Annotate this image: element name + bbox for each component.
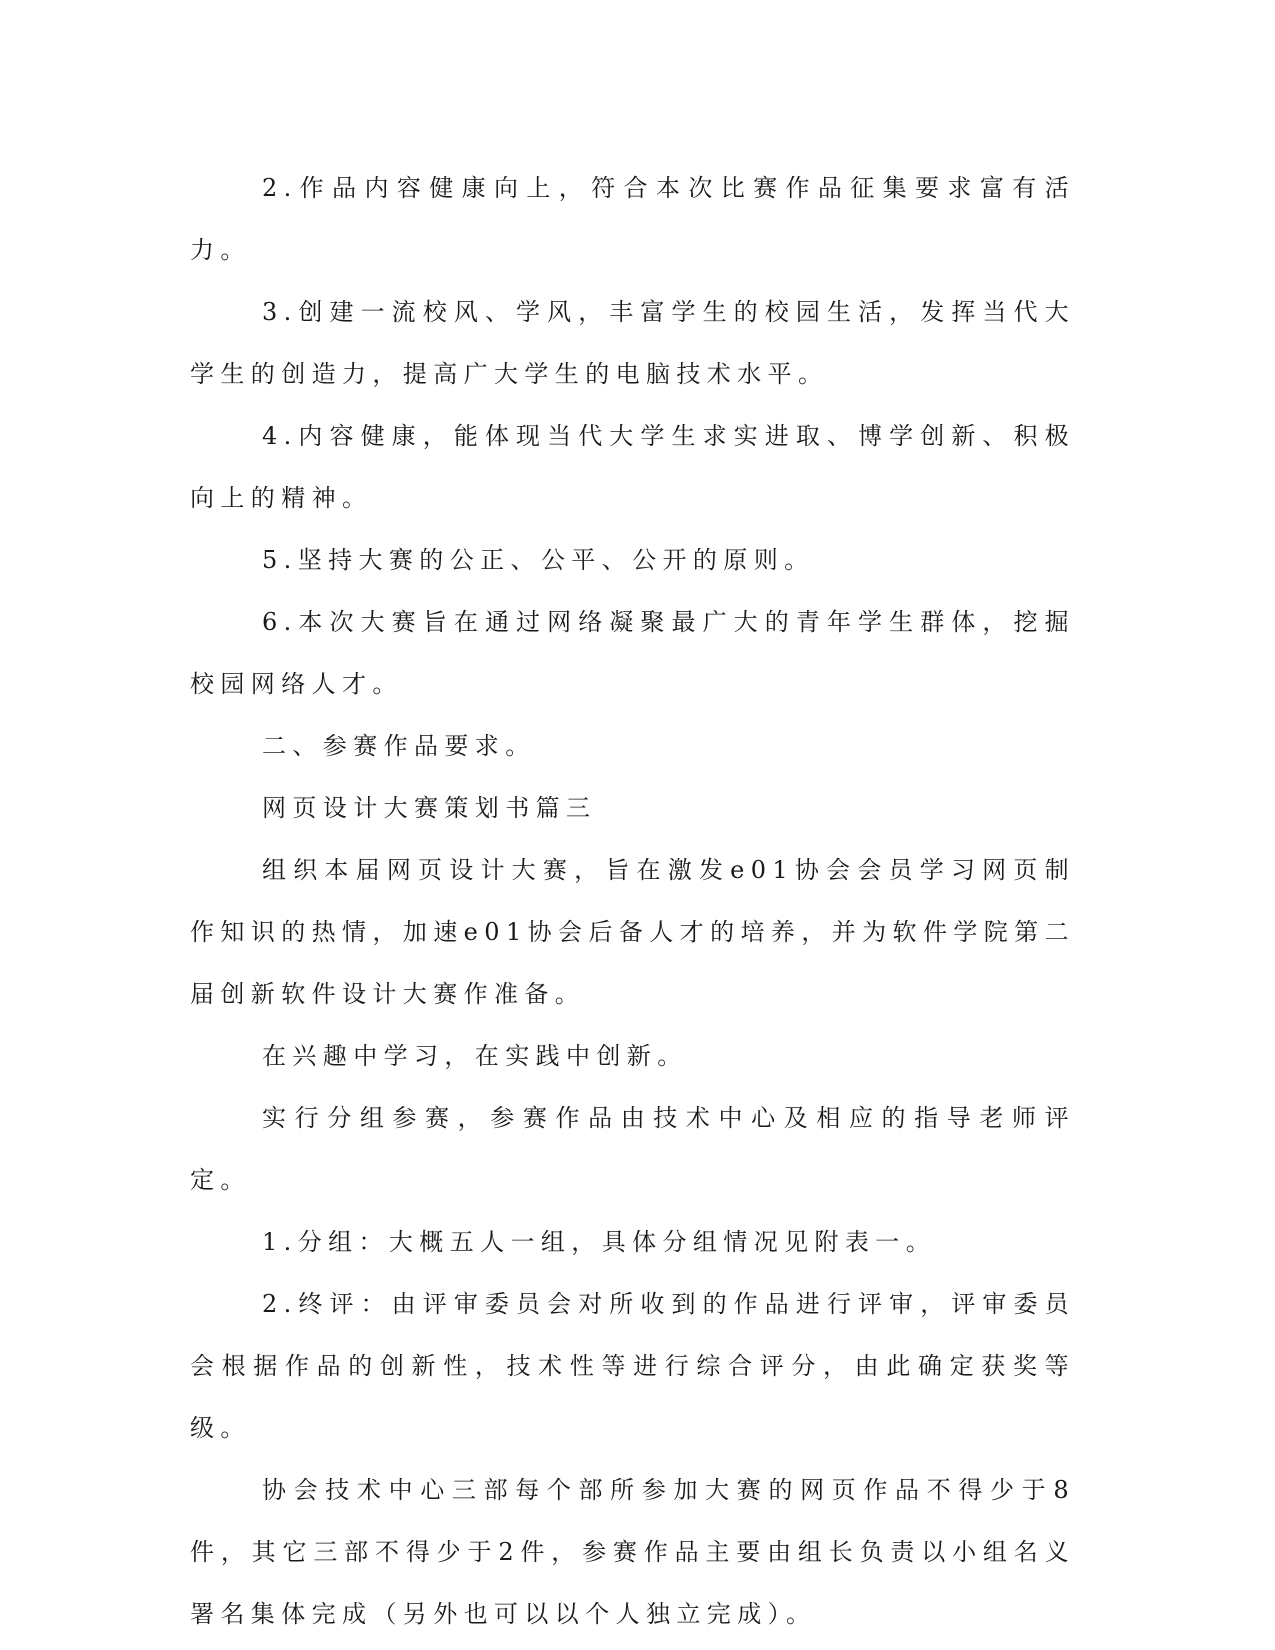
document-body: [190, 157, 1075, 1645]
paragraph: 6.本次大赛旨在通过网络凝聚最广大的青年学生群体，挖掘校园网络人才。: [190, 608, 1075, 698]
paragraph: 3.创建一流校风、学风，丰富学生的校园生活，发挥当代大学生的创造力，提高广大学生的电脑技术水平。: [190, 298, 1075, 388]
paragraph: 4.内容健康，能体现当代大学生求实进取、博学创新、积极向上的精神。: [190, 422, 1075, 512]
paragraph: 1.分组：大概五人一组，具体分组情况见附表一。: [262, 1228, 937, 1256]
paragraph: 组织本届网页设计大赛，旨在激发e01协会会员学习网页制作知识的热情，加速e01协会后备人才的培养，并为软件学院第二届创新软件设计大赛作准备。: [190, 856, 1075, 1008]
paragraph: 实行分组参赛，参赛作品由技术中心及相应的指导老师评定。: [190, 1104, 1075, 1194]
paragraph: 2.终评：由评审委员会对所收到的作品进行评审，评审委员会根据作品的创新性，技术性等进行综合评分，由此确定获奖等级。: [190, 1290, 1075, 1442]
paragraph: 5.坚持大赛的公正、公平、公开的原则。: [262, 546, 815, 574]
section-title: 网页设计大赛策划书篇三: [262, 794, 597, 822]
paragraph: 在兴趣中学习，在实践中创新。: [262, 1042, 688, 1070]
section-heading: 二、参赛作品要求。: [262, 732, 536, 760]
paragraph: 协会技术中心三部每个部所参加大赛的网页作品不得少于8件，其它三部不得少于2件，参赛作品主要由组长负责以小组名义署名集体完成（另外也可以以个人独立完成）。: [190, 1476, 1075, 1628]
paragraph: 2.作品内容健康向上，符合本次比赛作品征集要求富有活力。: [190, 174, 1075, 264]
